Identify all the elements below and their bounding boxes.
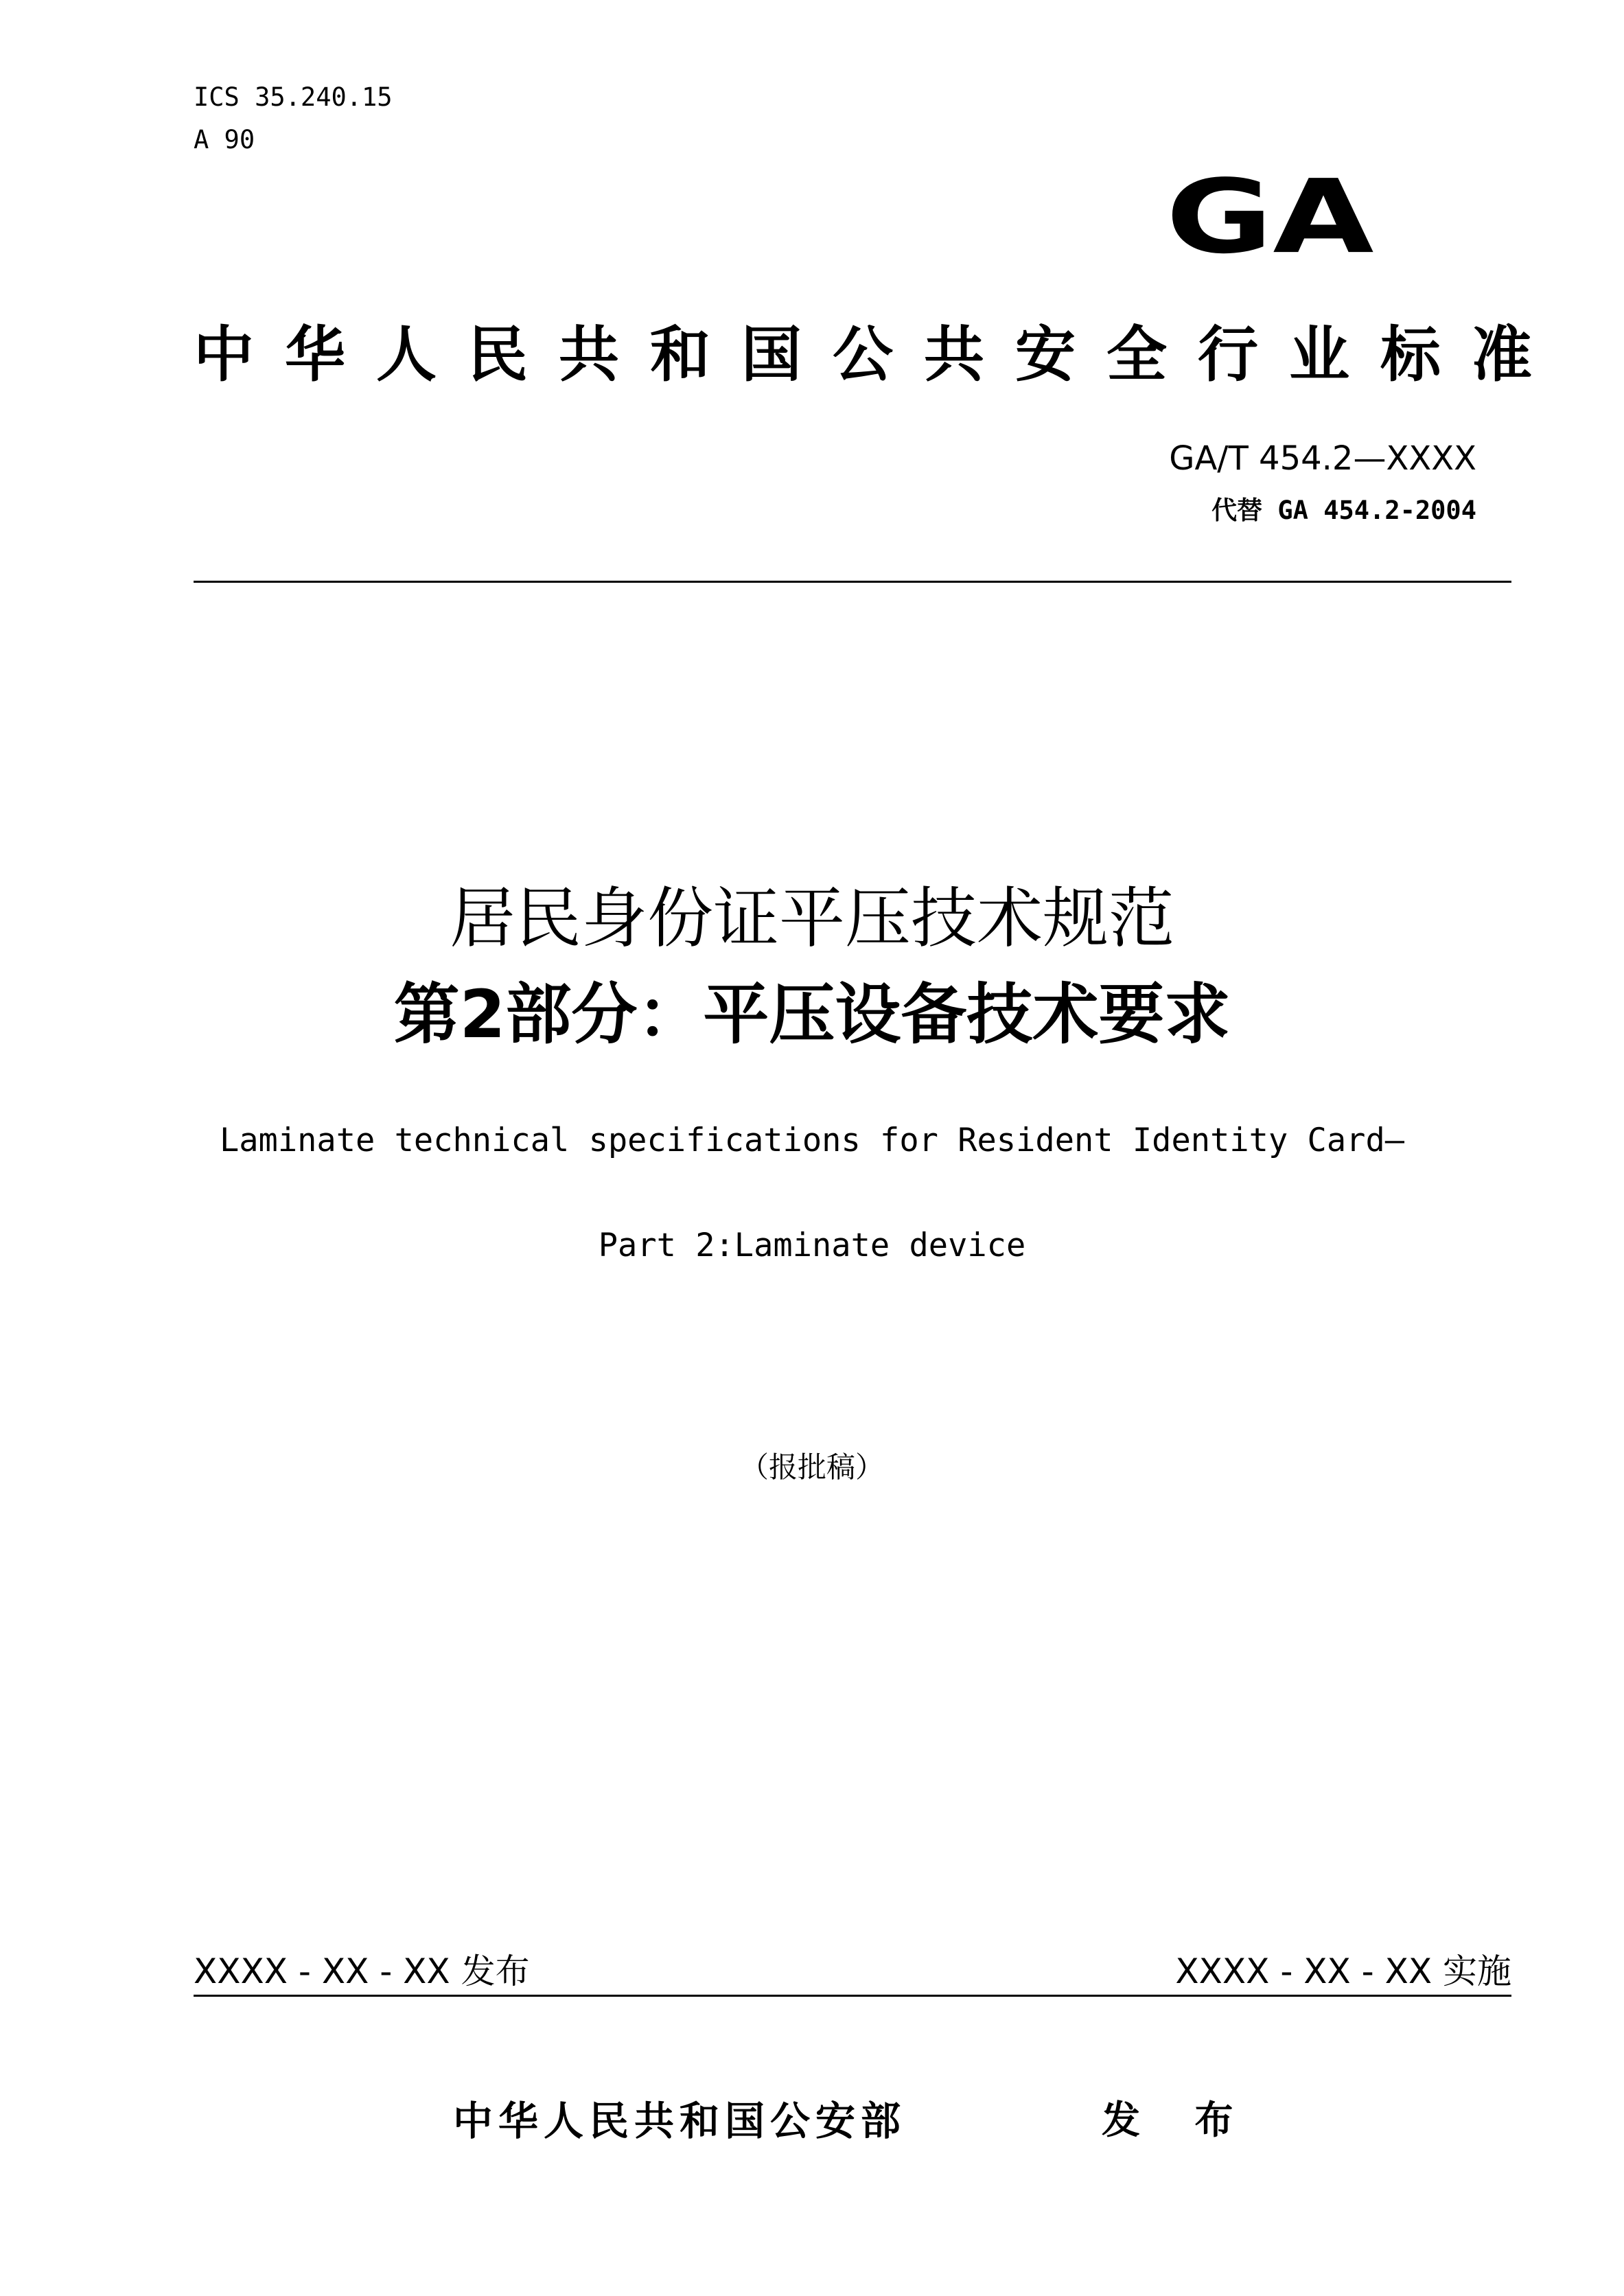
header-divider [194,581,1511,583]
ga-logo-text: GA [1165,158,1374,264]
title-cn-line1: 居民身份证平压技术规范 [450,880,1174,957]
issue-date: XXXX - XX - XX 发布 [194,1951,530,1991]
title-cn-line2: 第2部分：平压设备技术要求 [393,976,1231,1053]
implementation-date: XXXX - XX - XX 实施 [1175,1951,1511,1991]
title-en-line2: Part 2:Laminate device [598,1227,1026,1264]
agency-title: 中华人民共和国公共安全行业标准 [194,319,1564,390]
replaces-standard: 代替 GA 454.2-2004 [1211,496,1476,525]
issue-action: 发 布 [1102,2098,1254,2143]
ics-code: ICS 35.240.15 [194,82,393,112]
footer-divider [194,1995,1511,1997]
standard-number: GA/T 454.2—XXXX [1169,439,1476,478]
ga-logo [1098,148,1441,264]
title-en-line1: Laminate technical specifications for Resident Identity Card— [219,1122,1405,1159]
issuer: 中华人民共和国公安部 [453,2098,907,2144]
ccs-code: A 90 [194,125,255,154]
draft-status: （报批稿） [739,1450,884,1484]
